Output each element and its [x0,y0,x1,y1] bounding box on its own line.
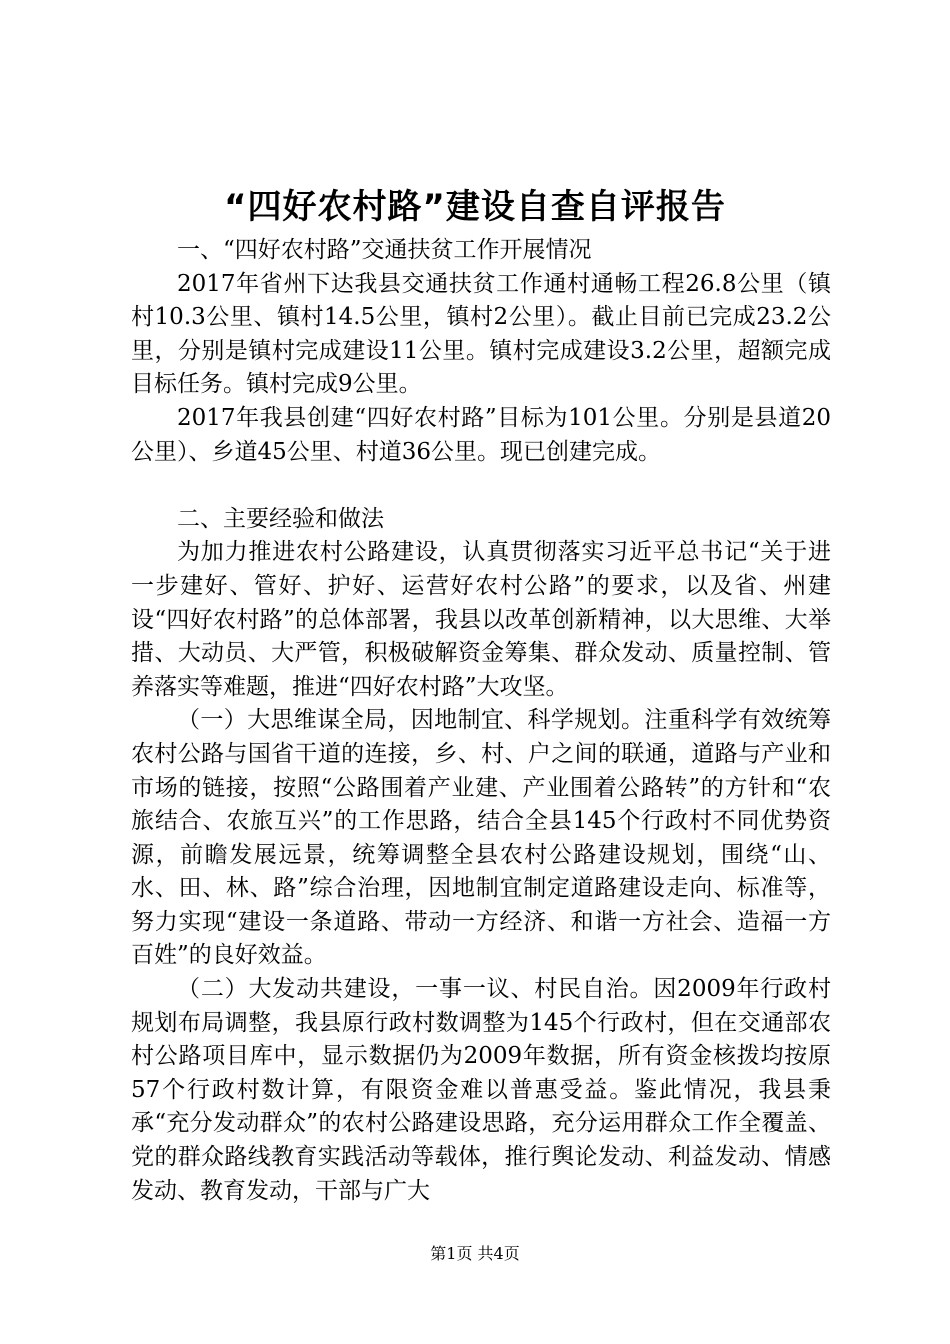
paragraph: （一）大思维谋全局，因地制宜、科学规划。注重科学有效统筹农村公路与国省干道的连接，乡、村、户之间的联通，道路与产业和市场的链接，按照“公路围着产业建、产业围着公路转”的方针和“农旅结合、农旅互兴”的工作思路，结合全县145个行政村不同优势资源，前瞻发展远景，统筹调整全县农村公路建设规划，围绕“山、水、田、林、路”综合治理，因地制宜制定道路建设走向、标准等，努力实现“建设一条道路、带动一方经济、和谐一方社会、造福一方百姓”的良好效益。 [131,707,831,969]
paragraph: 2017年省州下达我县交通扶贫工作通村通畅工程26.8公里（镇村10.3公里、镇村14.5公里，镇村2公里）。截止目前已完成23.2公里，分别是镇村完成建设11公里。镇村完成建设3.2公里，超额完成目标任务。镇村完成9公里。 [131,270,831,398]
document-body [131,234,831,1208]
document-title: “四好农村路”建设自查自评报告 [224,187,726,227]
paragraph: 为加力推进农村公路建设，认真贯彻落实习近平总书记“关于进一步建好、管好、护好、运营好农村公路”的要求，以及省、州建设“四好农村路”的总体部署，我县以改革创新精神，以大思维、大举措、大动员、大严管，积极破解资金筹集、群众发动、质量控制、管养落实等难题，推进“四好农村路”大攻坚。 [131,539,831,700]
page-number: 第1页 共4页 [430,1244,520,1263]
section-heading-2: 二、主要经验和做法 [177,505,384,532]
section-heading-1: 一、“四好农村路”交通扶贫工作开展情况 [177,237,592,263]
paragraph: 2017年我县创建“四好农村路”目标为101公里。分别是县道20公里）、乡道45公里、村道36公里。现已创建完成。 [131,404,831,465]
paragraph: （二）大发动共建设，一事一议、村民自治。因2009年行政村规划布局调整，我县原行政村数调整为145个行政村，但在交通部农村公路项目库中，显示数据仍为2009年数据，所有资金核拨均按原57个行政村数计算，有限资金难以普惠受益。鉴此情况，我县秉承“充分发动群众”的农村公路建设思路，充分运用群众工作全覆盖、党的群众路线教育实践活动等载体，推行舆论发动、利益发动、情感发动、教育发动，干部与广大 [131,976,831,1204]
blank-line [131,469,831,503]
